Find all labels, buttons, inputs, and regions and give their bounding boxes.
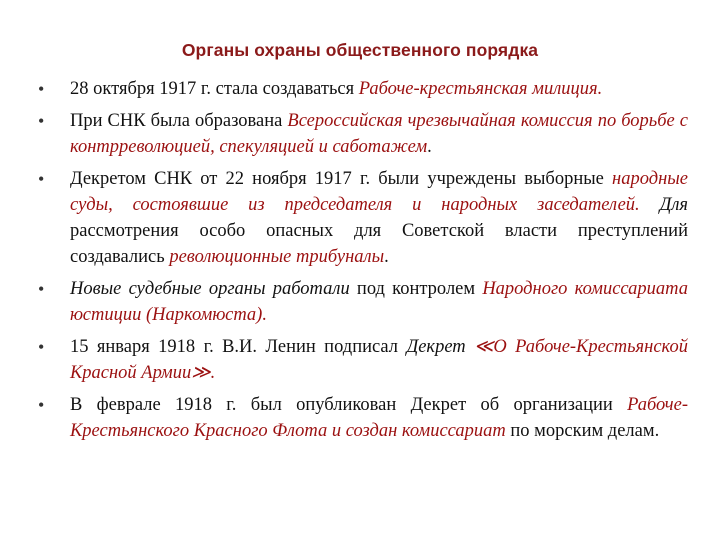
bullet-dot-icon: • <box>38 337 45 357</box>
bullet-text-segment: ≪О Рабоче-Крестьянской Красной Армии≫. <box>70 337 688 383</box>
bullet-text-segment: рассмотрения особо опасных для Советской власти преступлений создавались <box>70 221 688 267</box>
bullet-item <box>38 276 688 328</box>
bullet-text-segment: В феврале 1918 г. был опубликован Декрет об организации <box>70 395 628 415</box>
bullet-dot-icon: • <box>38 79 45 99</box>
bullet-text-segment: Декрет <box>406 337 475 357</box>
bullet-text-segment: . <box>427 137 432 157</box>
bullet-list <box>38 76 688 450</box>
bullet-dot-icon: • <box>38 111 45 131</box>
bullet-text-segment: При СНК была образована <box>70 111 288 131</box>
bullet-text-segment: . <box>384 247 389 267</box>
bullet-text-segment: Рабоче-крестьянская милиция. <box>358 79 603 99</box>
bullet-dot-icon: • <box>38 169 45 189</box>
bullet-item <box>38 334 688 386</box>
bullet-item <box>38 108 688 160</box>
bullet-text-segment: по морским делам. <box>505 421 660 441</box>
bullet-dot-icon: • <box>38 279 45 299</box>
bullet-text-segment: революционные трибуналы <box>169 247 385 267</box>
bullet-text-segment: под контролем <box>356 279 483 299</box>
bullet-text-segment: Всероссийская чрезвычайная комиссия по борьбе с контрреволюцией, спекуляцией и саботажем <box>70 111 688 157</box>
bullet-text-segment: Рабоче-Крестьянского Красного Флота и создан комиссариат <box>70 395 688 441</box>
bullet-text-segment: Новые судебные органы работали <box>70 279 357 299</box>
bullet-text-segment: Народного комиссариата юстиции (Наркомюста). <box>70 279 688 325</box>
slide-title: Органы охраны общественного порядка <box>181 40 539 60</box>
bullet-item <box>38 392 688 444</box>
bullet-text-segment: 28 октября 1917 г. стала создаваться <box>70 79 359 99</box>
bullet-text-segment: Декретом СНК от 22 ноября 1917 г. были учреждены выборные <box>70 169 613 189</box>
bullet-item <box>38 76 688 102</box>
bullet-text-segment: Для <box>659 195 688 215</box>
bullet-item <box>38 166 688 270</box>
bullet-text-segment: народные суды, состоявшие из председателя и народных заседателей. <box>70 169 688 215</box>
bullet-dot-icon: • <box>38 395 45 415</box>
bullet-text-segment: 15 января 1918 г. В.И. Ленин подписал <box>70 337 407 357</box>
